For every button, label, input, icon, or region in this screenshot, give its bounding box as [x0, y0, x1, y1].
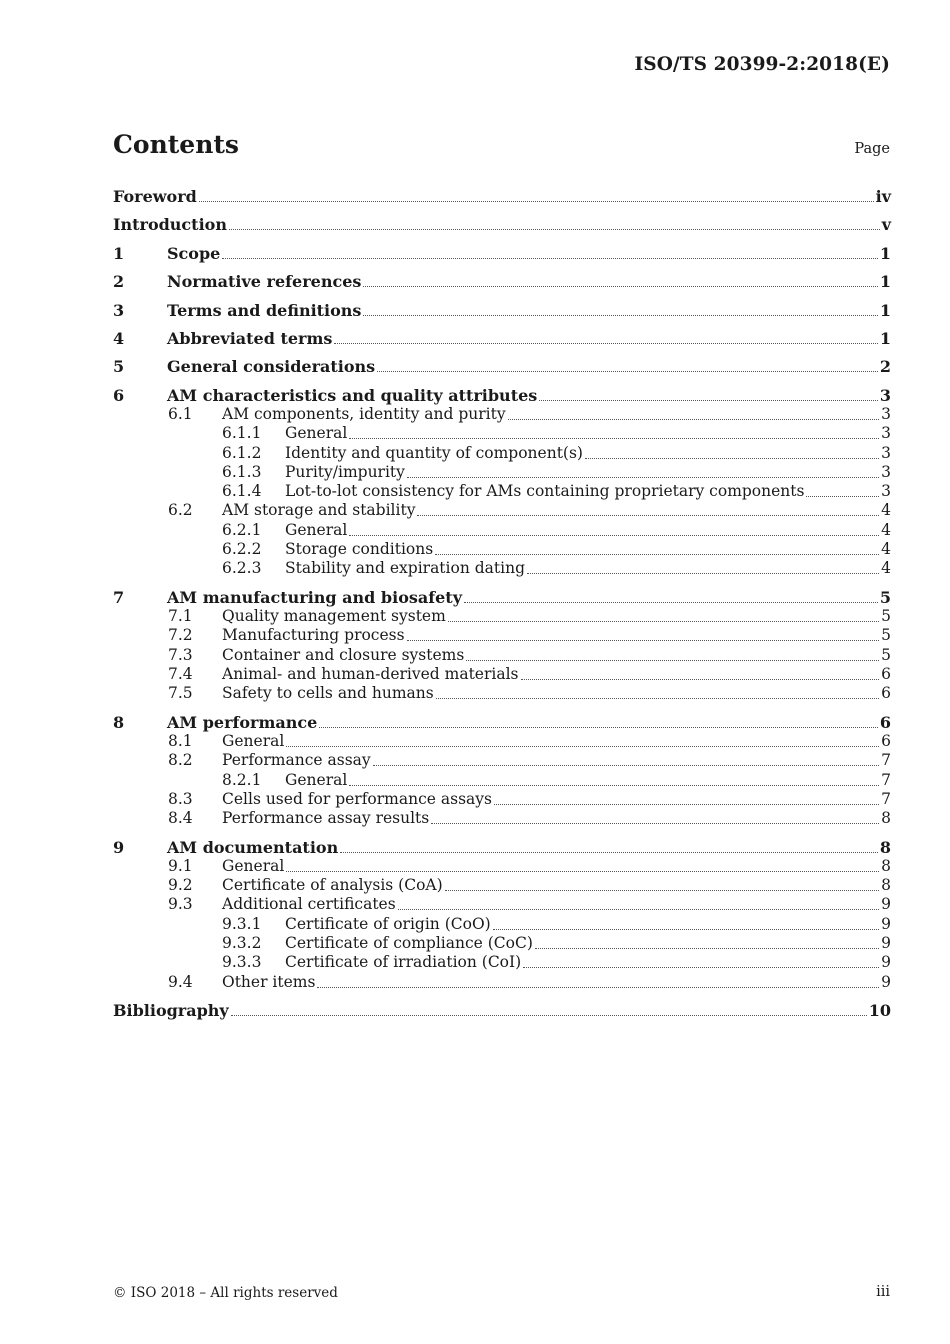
toc-entry[interactable]	[113, 732, 891, 751]
toc-entry-title: General	[222, 857, 285, 875]
toc-entry[interactable]	[113, 973, 891, 992]
toc-entry-page: 10	[868, 1001, 891, 1020]
dot-leader	[363, 285, 877, 287]
footer-page-number: iii	[876, 1284, 890, 1300]
toc-entry-page: 8	[881, 809, 891, 827]
toc-entry-page: 1	[879, 244, 891, 263]
toc-entry-title: Bibliography	[113, 1001, 229, 1020]
footer-copyright: © ISO 2018 – All rights reserved	[113, 1285, 338, 1301]
toc-entry-number: 9.3.2	[222, 934, 262, 952]
toc-entry-page: 6	[879, 713, 891, 732]
toc-entry-title: Purity/impurity	[285, 463, 405, 481]
toc-entry-page: 7	[881, 771, 891, 789]
table-of-contents	[113, 0, 891, 1100]
toc-entry[interactable]	[113, 646, 891, 665]
page-title: Contents	[113, 130, 240, 159]
toc-entry[interactable]	[113, 934, 891, 953]
dot-leader	[317, 986, 879, 988]
dot-leader	[349, 437, 879, 439]
dot-leader	[286, 745, 879, 747]
toc-entry-number: 7.3	[168, 646, 193, 664]
toc-entry-number: 8	[113, 713, 125, 732]
toc-entry-number: 8.2	[168, 751, 193, 769]
toc-entry-title: Cells used for performance assays	[222, 790, 492, 808]
toc-entry[interactable]	[113, 559, 891, 578]
dot-leader	[448, 620, 879, 622]
toc-entry[interactable]	[113, 424, 891, 443]
toc-entry-title: General	[222, 732, 285, 750]
toc-entry-title: General	[285, 521, 348, 539]
dot-leader	[521, 678, 880, 680]
toc-entry-number: 6.1.3	[222, 463, 262, 481]
toc-entry[interactable]	[113, 301, 891, 320]
toc-entry-number: 9.2	[168, 876, 193, 894]
toc-entry-title: Scope	[167, 244, 221, 263]
toc-entry-number: 6.1	[168, 405, 193, 423]
toc-entry[interactable]	[113, 857, 891, 876]
toc-entry[interactable]	[113, 607, 891, 626]
dot-leader	[199, 200, 874, 202]
toc-entry-number: 9.3.1	[222, 915, 262, 933]
toc-entry-page: 4	[881, 559, 891, 577]
toc-entry-title: Safety to cells and humans	[222, 684, 434, 702]
dot-leader	[436, 697, 879, 699]
toc-entry-page: 6	[881, 665, 891, 683]
toc-entry-number: 9.1	[168, 857, 193, 875]
toc-entry-title: Performance assay results	[222, 809, 430, 827]
dot-leader	[417, 514, 879, 516]
toc-entry[interactable]	[113, 895, 891, 914]
toc-entry-number: 8.4	[168, 809, 193, 827]
toc-entry-number: 9.3	[168, 895, 193, 913]
toc-entry-title: AM manufacturing and biosafety	[167, 588, 462, 607]
toc-entry-title: General considerations	[167, 357, 376, 376]
dot-leader	[466, 659, 879, 661]
toc-entry-title: AM storage and stability	[222, 501, 416, 519]
toc-entry-title: Abbreviated terms	[167, 329, 333, 348]
dot-leader	[527, 572, 879, 574]
dot-leader	[435, 553, 879, 555]
toc-entry-page: 9	[881, 953, 891, 971]
toc-entry-number: 6	[113, 386, 125, 405]
dot-leader	[806, 495, 879, 497]
toc-entry[interactable]	[113, 588, 891, 607]
toc-entry-number: 6.1.2	[222, 444, 262, 462]
toc-entry[interactable]	[113, 386, 891, 405]
toc-entry[interactable]	[113, 405, 891, 424]
toc-entry-number: 8.1	[168, 732, 193, 750]
toc-entry-page: 5	[881, 607, 891, 625]
toc-entry[interactable]	[113, 809, 891, 828]
toc-entry[interactable]	[113, 187, 891, 206]
toc-entry-title: Foreword	[113, 187, 197, 206]
toc-entry-title: Animal- and human-derived materials	[222, 665, 519, 683]
toc-entry-number: 9	[113, 838, 125, 857]
dot-leader	[535, 947, 879, 949]
dot-leader	[349, 534, 879, 536]
toc-entry[interactable]	[113, 444, 891, 463]
toc-entry-number: 6.2.3	[222, 559, 262, 577]
toc-entry-number: 7.5	[168, 684, 193, 702]
toc-entry-page: 9	[881, 934, 891, 952]
toc-entry-number: 7.1	[168, 607, 193, 625]
toc-entry-page: 3	[881, 424, 891, 442]
toc-entry-page: 1	[879, 272, 891, 291]
dot-leader	[508, 418, 880, 420]
toc-entry-page: 5	[881, 626, 891, 644]
toc-entry-title: Stability and expiration dating	[285, 559, 525, 577]
toc-entry-page: 4	[881, 540, 891, 558]
toc-entry-page: 1	[879, 329, 891, 348]
dot-leader	[377, 370, 878, 372]
toc-entry-page: 7	[881, 790, 891, 808]
toc-entry-page: 7	[881, 751, 891, 769]
toc-entry-title: Terms and definitions	[167, 301, 362, 320]
document-id: ISO/TS 20399-2:2018(E)	[634, 54, 890, 75]
toc-entry-number: 6.2.1	[222, 521, 262, 539]
toc-entry[interactable]	[113, 790, 891, 809]
toc-entry-number: 7.2	[168, 626, 193, 644]
dot-leader	[398, 908, 879, 910]
page-column-label: Page	[854, 141, 890, 157]
toc-entry-number: 6.2.2	[222, 540, 262, 558]
toc-entry-title: AM performance	[167, 713, 318, 732]
toc-entry[interactable]	[113, 521, 891, 540]
toc-entry[interactable]	[113, 501, 891, 520]
toc-entry[interactable]	[113, 915, 891, 934]
toc-entry[interactable]	[113, 329, 891, 348]
toc-entry-title: Other items	[222, 973, 316, 991]
dot-leader	[349, 784, 879, 786]
toc-entry-page: 5	[881, 646, 891, 664]
toc-entry[interactable]	[113, 713, 891, 732]
toc-entry-title: Manufacturing process	[222, 626, 405, 644]
toc-entry[interactable]	[113, 482, 891, 501]
toc-entry-title: Certificate of irradiation (CoI)	[285, 953, 522, 971]
toc-entry-page: 4	[881, 501, 891, 519]
toc-entry-title: AM components, identity and purity	[222, 405, 506, 423]
dot-leader	[319, 726, 878, 728]
toc-entry-number: 7	[113, 588, 125, 607]
toc-entry-number: 1	[113, 244, 125, 263]
toc-entry-page: 4	[881, 521, 891, 539]
toc-entry-page: 6	[881, 732, 891, 750]
toc-entry-title: Certificate of analysis (CoA)	[222, 876, 443, 894]
toc-entry-number: 5	[113, 357, 125, 376]
toc-entry[interactable]	[113, 665, 891, 684]
toc-entry[interactable]	[113, 626, 891, 645]
toc-entry-page: 8	[881, 857, 891, 875]
toc-entry-page: 9	[881, 895, 891, 913]
toc-entry[interactable]	[113, 953, 891, 972]
toc-entry-page: 9	[881, 915, 891, 933]
toc-entry[interactable]	[113, 1001, 891, 1020]
toc-entry-title: General	[285, 424, 348, 442]
toc-entry-title: Certificate of origin (CoO)	[285, 915, 491, 933]
dot-leader	[373, 764, 879, 766]
toc-entry-title: AM characteristics and quality attributes	[167, 386, 538, 405]
toc-entry-number: 6.1.4	[222, 482, 262, 500]
toc-entry-number: 2	[113, 272, 125, 291]
toc-entry-number: 8.3	[168, 790, 193, 808]
toc-entry-number: 9.3.3	[222, 953, 262, 971]
toc-entry-page: 2	[879, 357, 891, 376]
toc-entry-page: 3	[879, 386, 891, 405]
toc-entry-title: Lot-to-lot consistency for AMs containing proprietary components	[285, 482, 805, 500]
toc-entry-title: Introduction	[113, 215, 227, 234]
toc-entry-title: Normative references	[167, 272, 362, 291]
toc-entry-page: 3	[881, 444, 891, 462]
dot-leader	[407, 476, 879, 478]
toc-entry-page: 3	[881, 405, 891, 423]
toc-entry[interactable]	[113, 540, 891, 559]
toc-entry-page: 3	[881, 463, 891, 481]
toc-entry-title: Additional certificates	[222, 895, 396, 913]
dot-leader	[585, 457, 879, 459]
dot-leader	[431, 822, 879, 824]
toc-entry-page: 9	[881, 973, 891, 991]
dot-leader	[363, 314, 877, 316]
toc-entry-title: Certificate of compliance (CoC)	[285, 934, 533, 952]
toc-entry-title: Quality management system	[222, 607, 446, 625]
dot-leader	[407, 639, 880, 641]
toc-entry-page: v	[881, 215, 891, 234]
toc-entry-number: 7.4	[168, 665, 193, 683]
toc-entry[interactable]	[113, 838, 891, 857]
toc-entry[interactable]	[113, 272, 891, 291]
toc-entry-number: 8.2.1	[222, 771, 262, 789]
toc-entry-number: 3	[113, 301, 125, 320]
toc-entry-title: AM documentation	[167, 838, 339, 857]
toc-entry-title: Identity and quantity of component(s)	[285, 444, 583, 462]
toc-entry-page: 8	[881, 876, 891, 894]
toc-entry-page: iv	[875, 187, 891, 206]
dot-leader	[493, 928, 879, 930]
toc-entry[interactable]	[113, 771, 891, 790]
toc-entry-title: Container and closure systems	[222, 646, 465, 664]
toc-entry-title: General	[285, 771, 348, 789]
dot-leader	[231, 1014, 867, 1016]
toc-entry-page: 1	[879, 301, 891, 320]
toc-entry-title: Performance assay	[222, 751, 371, 769]
dot-leader	[222, 257, 878, 259]
dot-leader	[334, 342, 877, 344]
toc-entry[interactable]	[113, 215, 891, 234]
dot-leader	[494, 803, 879, 805]
toc-entry[interactable]	[113, 244, 891, 263]
toc-entry[interactable]	[113, 751, 891, 770]
toc-entry-number: 4	[113, 329, 125, 348]
toc-entry-page: 3	[881, 482, 891, 500]
toc-entry-number: 9.4	[168, 973, 193, 991]
toc-entry-number: 6.2	[168, 501, 193, 519]
toc-entry-page: 6	[881, 684, 891, 702]
toc-entry-number: 6.1.1	[222, 424, 262, 442]
toc-entry-title: Storage conditions	[285, 540, 434, 558]
dot-leader	[340, 851, 878, 853]
dot-leader	[286, 870, 879, 872]
toc-entry-page: 8	[879, 838, 891, 857]
toc-entry[interactable]	[113, 684, 891, 703]
toc-entry-page: 5	[879, 588, 891, 607]
dot-leader	[445, 889, 879, 891]
toc-entry[interactable]	[113, 463, 891, 482]
toc-entry[interactable]	[113, 357, 891, 376]
dot-leader	[464, 601, 878, 603]
dot-leader	[523, 966, 879, 968]
toc-entry[interactable]	[113, 876, 891, 895]
dot-leader	[539, 399, 878, 401]
dot-leader	[229, 228, 880, 230]
